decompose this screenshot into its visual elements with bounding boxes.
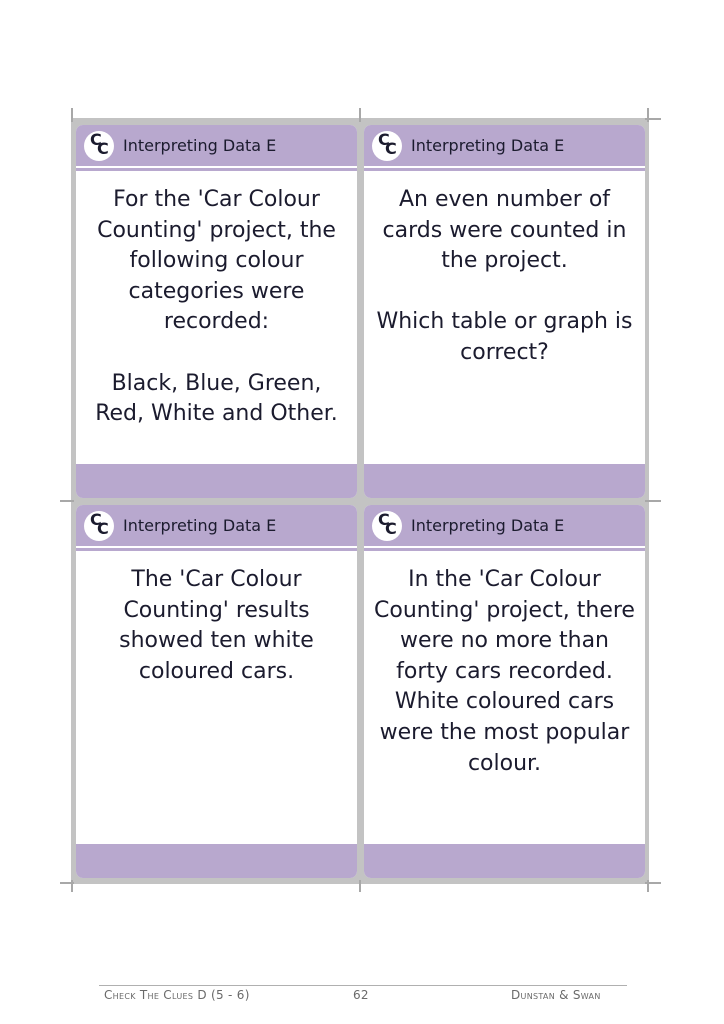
card-footer [364, 844, 645, 878]
crop-mark-left-middle [60, 500, 74, 502]
card-body [84, 565, 349, 687]
clue-text: For the 'Car Colour Counting' project, the following colour categories were recorded: [97, 187, 336, 335]
clue-card-3 [76, 505, 357, 878]
clue-card-2 [364, 125, 645, 498]
card-body [84, 185, 349, 430]
crop-mark-top-center [359, 108, 361, 122]
card-header [76, 125, 357, 166]
card-title: Interpreting Data E [411, 516, 565, 535]
card-footer [364, 464, 645, 498]
clue-text: In the 'Car Colour Counting' project, there were no more than forty cars recorded. [374, 567, 635, 684]
clue-text: Black, Blue, Green, Red, White and Other. [95, 370, 338, 427]
crop-mark-bottom-center [359, 880, 361, 892]
card-title: Interpreting Data E [123, 516, 277, 535]
card-header [364, 505, 645, 546]
header-divider [76, 168, 357, 171]
cc-logo-icon: C C [84, 511, 114, 541]
crop-mark-bottom-left [71, 880, 73, 892]
cc-logo-icon: C C [84, 131, 114, 161]
crop-mark-right-top [645, 118, 661, 120]
footer-divider [99, 985, 627, 986]
clue-text: Which table or graph is correct? [376, 309, 633, 365]
clue-text: White coloured cars were the most popular colour. [379, 689, 630, 776]
card-title: Interpreting Data E [411, 136, 565, 155]
card-footer [76, 464, 357, 498]
clue-text: An even number of cards were counted in the project. [382, 187, 627, 274]
cc-logo-icon: C C [372, 511, 402, 541]
clue-text: The 'Car Colour Counting' results showed ten white coloured cars. [119, 567, 314, 684]
card-footer [76, 844, 357, 878]
footer-publisher: Dunstan & Swan [511, 988, 601, 1002]
footer-book-title: Check The Clues D (5 - 6) [104, 988, 250, 1002]
card-title: Interpreting Data E [123, 136, 277, 155]
header-divider [364, 548, 645, 551]
header-divider [364, 168, 645, 171]
card-body [372, 185, 637, 369]
page-number: 62 [353, 988, 369, 1002]
card-header [364, 125, 645, 166]
cc-logo-icon: C C [372, 131, 402, 161]
crop-mark-top-left [71, 108, 73, 122]
header-divider [76, 548, 357, 551]
clue-card-1 [76, 125, 357, 498]
crop-mark-right-middle [645, 500, 661, 502]
card-body [372, 565, 637, 779]
clue-card-4 [364, 505, 645, 878]
card-header [76, 505, 357, 546]
crop-mark-bottom-right [647, 880, 649, 892]
